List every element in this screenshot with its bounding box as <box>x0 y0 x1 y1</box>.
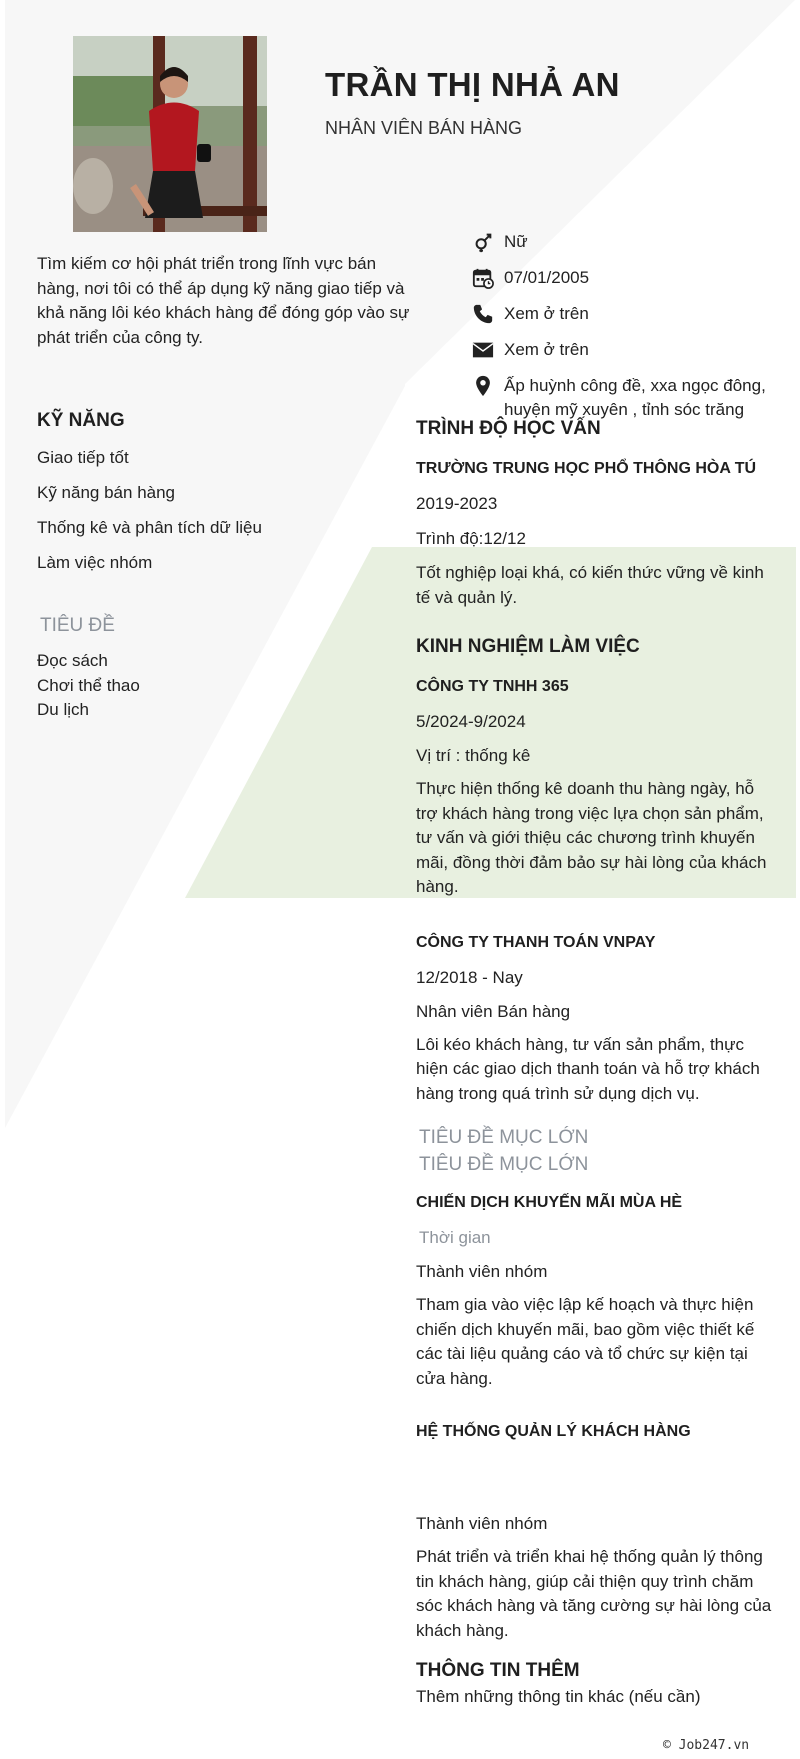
copyright-footer: © Job247.vn <box>663 1738 750 1753</box>
section-title: KINH NGHIỆM LÀM VIỆC <box>416 636 640 657</box>
job-period: 5/2024-9/2024 <box>416 712 526 731</box>
contact-text: 07/01/2005 <box>504 268 590 287</box>
skills-section <box>37 410 367 586</box>
hobbies-section <box>37 615 367 723</box>
job-position: Vị trí : thống kê <box>416 746 531 765</box>
contact-birthdate <box>472 266 772 290</box>
education-level: Trình độ:12/12 <box>416 529 526 548</box>
contact-text: Ấp huỳnh công đề, xxa ngọc đông, huyện mỹ xuyên , tỉnh sóc trăng <box>504 376 766 419</box>
gender-icon <box>472 231 494 253</box>
skill-item: Làm việc nhóm <box>37 553 153 572</box>
contact-text: Nữ <box>504 232 528 251</box>
job-description: Thực hiện thống kê doanh thu hàng ngày, hỗ trợ khách hàng trong việc lựa chọn sản phẩm, tư vấn và giới thiệu các chương trình khuyến mãi, đồng thời đảm bảo sự hài lòng của khách hàng. <box>416 779 767 896</box>
hobby-item: Chơi thể thao <box>37 675 140 695</box>
section-title: THÔNG TIN THÊM <box>416 1660 580 1681</box>
project-time <box>419 1455 778 1479</box>
job-position: Nhân viên Bán hàng <box>416 1001 571 1021</box>
calendar-icon <box>472 267 494 289</box>
education-period: 2019-2023 <box>416 494 498 513</box>
project-item <box>416 1192 778 1391</box>
project-description: Phát triển và triển khai hệ thống quản lý thông tin khách hàng, giúp cải thiện quy trình chăm sóc khách hàng và tăng cường sự hài lòng của khách hàng. <box>416 1547 772 1640</box>
hobby-item: Du lịch <box>37 700 89 719</box>
education-section <box>416 418 778 610</box>
mail-icon <box>472 339 494 361</box>
project-name: CHIẾN DỊCH KHUYẾN MÃI MÙA HÈ <box>416 1194 683 1211</box>
education-description: Tốt nghiệp loại khá, có kiến thức vững về kinh tế và quản lý. <box>416 563 764 607</box>
additional-info-section <box>416 1660 778 1709</box>
profile-photo <box>73 36 267 232</box>
project-item <box>416 1421 778 1643</box>
company-name: CÔNG TY THANH TOÁN VNPAY <box>416 933 656 951</box>
career-objective: Tìm kiếm cơ hội phát triển trong lĩnh vực bán hàng, nơi tôi có thể áp dụng kỹ năng giao tiếp và khả năng lôi kéo khách hàng để đóng góp vào sự phát triển của công ty. <box>37 254 410 347</box>
location-pin-icon <box>472 375 494 397</box>
project-description: Tham gia vào việc lập kế hoạch và thực hiện chiến dịch khuyến mãi, bao gồm việc thiết kế các tài liệu quảng cáo và tổ chức sự kiện tại cửa hàng. <box>416 1295 755 1388</box>
school-name: TRƯỜNG TRUNG HỌC PHỔ THÔNG HÒA TÚ <box>416 460 757 477</box>
contact-gender <box>472 230 772 254</box>
contact-phone <box>472 302 772 326</box>
additional-text: Thêm những thông tin khác (nếu cần) <box>416 1687 701 1706</box>
section-title-placeholder: TIÊU ĐỀ MỤC LỚN <box>419 1154 589 1175</box>
spacer <box>416 1489 778 1512</box>
contact-email <box>472 338 772 362</box>
experience-item <box>416 932 778 1107</box>
section-title: TIÊU ĐỀ <box>40 615 115 636</box>
candidate-name: TRẦN THỊ NHẢ AN <box>325 66 620 103</box>
skill-item: Thống kê và phân tích dữ liệu <box>37 518 262 537</box>
hobby-item: Đọc sách <box>37 651 108 670</box>
experience-item <box>416 676 778 900</box>
project-role: Thành viên nhóm <box>416 1514 548 1533</box>
project-time: Thời gian <box>419 1228 491 1247</box>
project-name: HỆ THỐNG QUẢN LÝ KHÁCH HÀNG <box>416 1423 691 1440</box>
section-title: TRÌNH ĐỘ HỌC VẤN <box>416 418 601 439</box>
experience-section <box>416 636 778 1106</box>
job-description: Lôi kéo khách hàng, tư vấn sản phẩm, thực hiện các giao dịch thanh toán và hỗ trợ khách hàng trong quá trình sử dụng dịch vụ. <box>416 1034 760 1103</box>
project-role: Thành viên nhóm <box>416 1262 548 1281</box>
skill-item: Kỹ năng bán hàng <box>37 483 176 502</box>
contact-address <box>472 374 772 422</box>
company-name: CÔNG TY TNHH 365 <box>416 678 569 695</box>
skill-item: Giao tiếp tốt <box>37 448 129 467</box>
contact-text: Xem ở trên <box>504 304 589 323</box>
right-column <box>416 418 778 1709</box>
job-title: NHÂN VIÊN BÁN HÀNG <box>325 118 523 138</box>
section-title: KỸ NĂNG <box>37 410 125 431</box>
phone-icon <box>472 303 494 325</box>
job-period: 12/2018 - Nay <box>416 967 523 987</box>
extra-section-titles <box>419 1124 778 1178</box>
section-title-placeholder: TIÊU ĐỀ MỤC LỚN <box>419 1127 589 1148</box>
contact-info <box>472 230 772 434</box>
contact-text: Xem ở trên <box>504 340 589 359</box>
